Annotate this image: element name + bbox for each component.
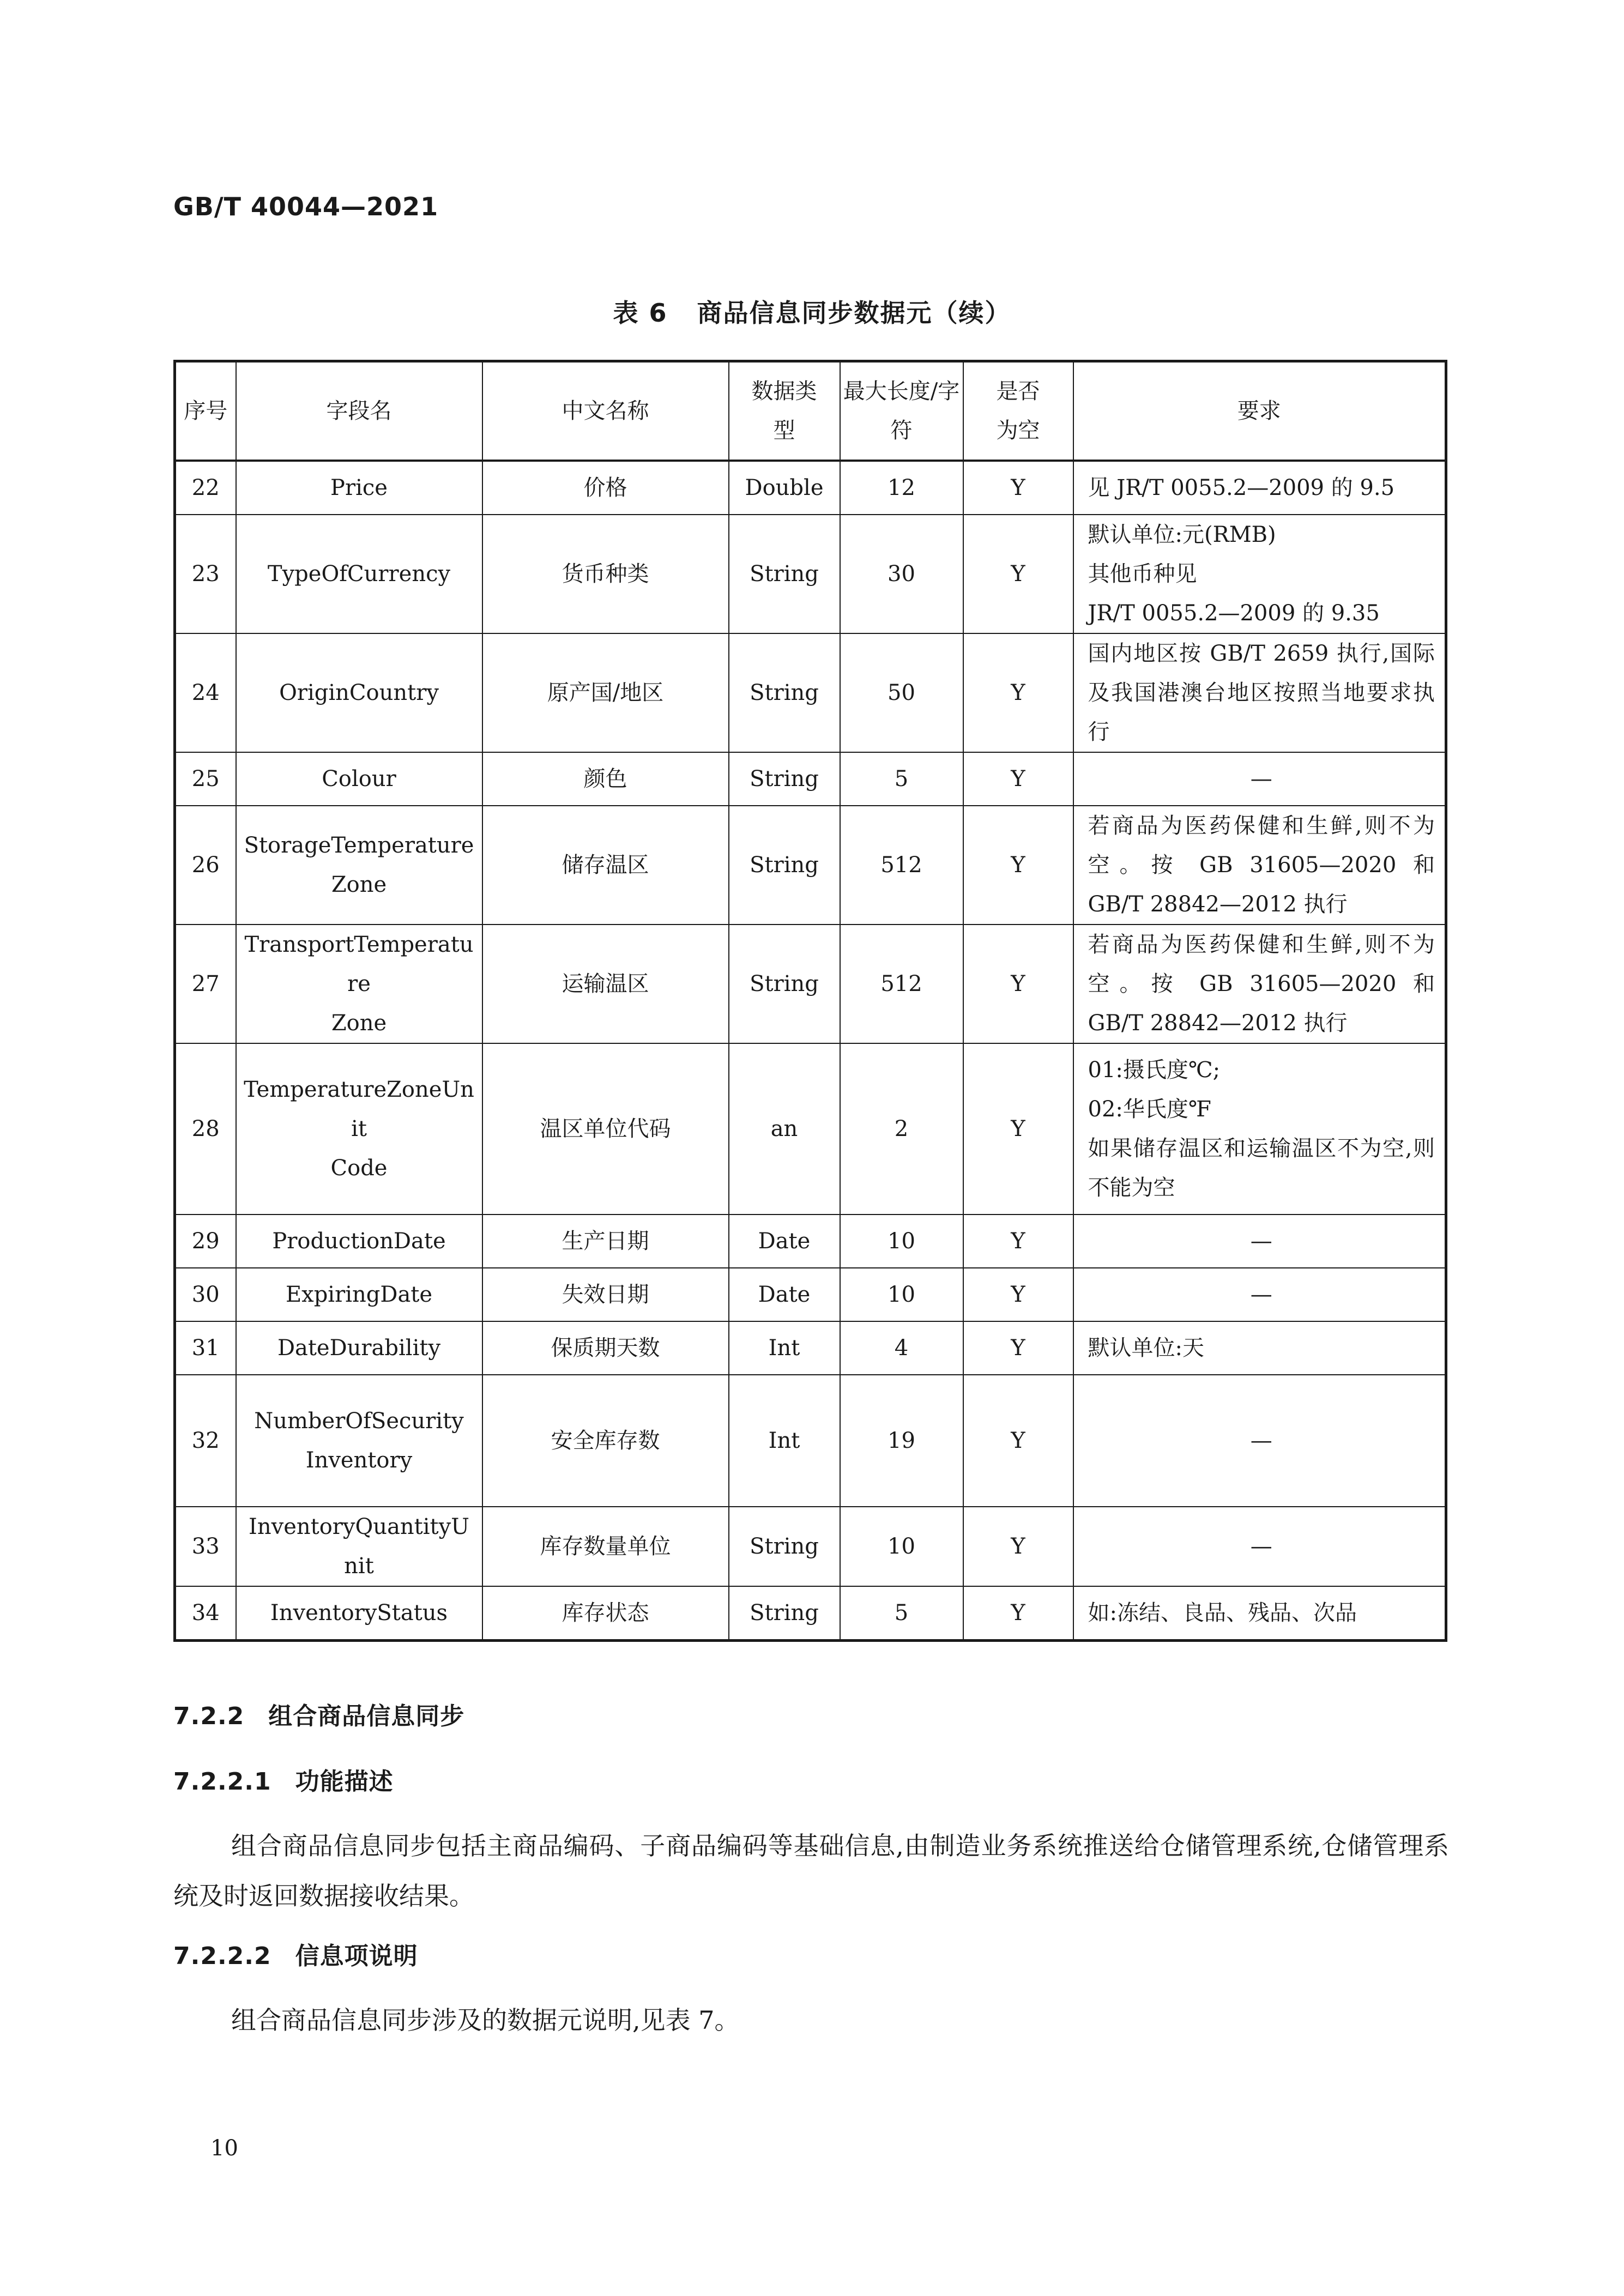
cell-chinese-name: 库存状态 <box>482 1586 729 1641</box>
cell-seq: 24 <box>175 633 236 752</box>
cell-max-length: 512 <box>840 806 963 925</box>
cell-seq: 28 <box>175 1043 236 1215</box>
section-7-2-2-heading <box>173 1696 464 1731</box>
cell-seq: 34 <box>175 1586 236 1641</box>
cell-data-type: Date <box>729 1215 840 1268</box>
cell-requirement: — <box>1073 752 1446 806</box>
table-row <box>175 633 1446 752</box>
table-row <box>175 1507 1446 1586</box>
cell-max-length: 4 <box>840 1321 963 1375</box>
standard-code: GB/T 40044—2021 <box>173 192 439 221</box>
table-row <box>175 925 1446 1043</box>
function-description-paragraph: 组合商品信息同步包括主商品编码、子商品编码等基础信息,由制造业务系统推送给仓储管理系统,仓储管理系统及时返回数据接收结果。 <box>173 1831 1449 1911</box>
section-number: 7.2.2 <box>173 1702 245 1730</box>
cell-field-name: DateDurability <box>236 1321 482 1375</box>
cell-data-type: Date <box>729 1268 840 1321</box>
cell-max-length: 5 <box>840 752 963 806</box>
cell-requirement: 见 JR/T 0055.2—2009 的 9.5 <box>1073 461 1446 515</box>
col-header-requirement: 要求 <box>1073 361 1446 461</box>
cell-field-name: ProductionDate <box>236 1215 482 1268</box>
cell-nullable: Y <box>963 461 1073 515</box>
cell-chinese-name: 货币种类 <box>482 515 729 633</box>
cell-requirement: 若商品为医药保健和生鲜,则不为空。按 GB 31605—2020 和 GB/T 28842—2012 执行 <box>1073 806 1446 925</box>
cell-data-type: String <box>729 925 840 1043</box>
cell-data-type: Double <box>729 461 840 515</box>
cell-field-name: OriginCountry <box>236 633 482 752</box>
table-row <box>175 1268 1446 1321</box>
cell-nullable: Y <box>963 1507 1073 1586</box>
cell-max-length: 10 <box>840 1268 963 1321</box>
cell-seq: 29 <box>175 1215 236 1268</box>
cell-field-name: InventoryQuantityUnit <box>236 1507 482 1586</box>
table-row <box>175 1043 1446 1215</box>
section-number: 7.2.2.2 <box>173 1942 271 1970</box>
cell-nullable: Y <box>963 806 1073 925</box>
cell-data-type: Int <box>729 1375 840 1507</box>
col-header-chinese-name: 中文名称 <box>482 361 729 461</box>
table-row <box>175 1215 1446 1268</box>
cell-data-type: String <box>729 806 840 925</box>
cell-chinese-name: 价格 <box>482 461 729 515</box>
cell-requirement: 默认单位:天 <box>1073 1321 1446 1375</box>
section-title: 信息项说明 <box>295 1942 418 1970</box>
cell-data-type: String <box>729 1507 840 1586</box>
cell-field-name: TransportTemperature Zone <box>236 925 482 1043</box>
cell-max-length: 30 <box>840 515 963 633</box>
table-title <box>0 293 1624 329</box>
cell-field-name: Colour <box>236 752 482 806</box>
col-header-nullable: 是否为空 <box>963 361 1073 461</box>
col-header-seq: 序号 <box>175 361 236 461</box>
cell-field-name: NumberOfSecurity Inventory <box>236 1375 482 1507</box>
cell-requirement: — <box>1073 1375 1446 1507</box>
cell-nullable: Y <box>963 515 1073 633</box>
cell-requirement: 国内地区按 GB/T 2659 执行,国际及我国港澳台地区按照当地要求执行 <box>1073 633 1446 752</box>
cell-seq: 32 <box>175 1375 236 1507</box>
cell-max-length: 10 <box>840 1215 963 1268</box>
cell-data-type: String <box>729 633 840 752</box>
table-row <box>175 1321 1446 1375</box>
info-item-paragraph: 组合商品信息同步涉及的数据元说明,见表 7。 <box>231 2005 740 2035</box>
table-title-text: 商品信息同步数据元（续） <box>697 298 1011 328</box>
cell-nullable: Y <box>963 1586 1073 1641</box>
cell-seq: 33 <box>175 1507 236 1586</box>
section-7-2-2-2-heading <box>173 1936 418 1971</box>
cell-requirement: — <box>1073 1268 1446 1321</box>
cell-chinese-name: 储存温区 <box>482 806 729 925</box>
col-header-field-name: 字段名 <box>236 361 482 461</box>
cell-seq: 27 <box>175 925 236 1043</box>
cell-data-type: String <box>729 515 840 633</box>
cell-nullable: Y <box>963 1268 1073 1321</box>
cell-max-length: 2 <box>840 1043 963 1215</box>
cell-chinese-name: 颜色 <box>482 752 729 806</box>
cell-nullable: Y <box>963 1321 1073 1375</box>
cell-max-length: 50 <box>840 633 963 752</box>
cell-field-name: ExpiringDate <box>236 1268 482 1321</box>
section-7-2-2-1-heading <box>173 1762 394 1797</box>
cell-seq: 31 <box>175 1321 236 1375</box>
data-element-table <box>173 360 1447 1642</box>
cell-field-name: TemperatureZoneUnit Code <box>236 1043 482 1215</box>
cell-requirement: — <box>1073 1507 1446 1586</box>
cell-field-name: Price <box>236 461 482 515</box>
cell-data-type: String <box>729 752 840 806</box>
cell-nullable: Y <box>963 633 1073 752</box>
cell-field-name: StorageTemperature Zone <box>236 806 482 925</box>
cell-chinese-name: 库存数量单位 <box>482 1507 729 1586</box>
cell-seq: 22 <box>175 461 236 515</box>
cell-nullable: Y <box>963 1043 1073 1215</box>
col-header-data-type: 数据类型 <box>729 361 840 461</box>
cell-requirement: 如:冻结、良品、残品、次品 <box>1073 1586 1446 1641</box>
cell-chinese-name: 运输温区 <box>482 925 729 1043</box>
cell-chinese-name: 保质期天数 <box>482 1321 729 1375</box>
cell-chinese-name: 失效日期 <box>482 1268 729 1321</box>
cell-max-length: 10 <box>840 1507 963 1586</box>
cell-nullable: Y <box>963 752 1073 806</box>
cell-chinese-name: 生产日期 <box>482 1215 729 1268</box>
col-header-max-length: 最大长度/字符 <box>840 361 963 461</box>
cell-chinese-name: 安全库存数 <box>482 1375 729 1507</box>
cell-field-name: TypeOfCurrency <box>236 515 482 633</box>
cell-max-length: 12 <box>840 461 963 515</box>
cell-max-length: 5 <box>840 1586 963 1641</box>
cell-data-type: an <box>729 1043 840 1215</box>
cell-requirement: 默认单位:元(RMB) 其他币种见 JR/T 0055.2—2009 的 9.35 <box>1073 515 1446 633</box>
cell-nullable: Y <box>963 925 1073 1043</box>
cell-seq: 25 <box>175 752 236 806</box>
section-title: 功能描述 <box>295 1768 394 1796</box>
table-row <box>175 806 1446 925</box>
table-title-number: 表 6 <box>613 298 668 328</box>
table-row <box>175 1375 1446 1507</box>
cell-data-type: String <box>729 1586 840 1641</box>
cell-requirement: — <box>1073 1215 1446 1268</box>
cell-requirement: 若商品为医药保健和生鲜,则不为空。按 GB 31605—2020 和 GB/T 28842—2012 执行 <box>1073 925 1446 1043</box>
cell-chinese-name: 温区单位代码 <box>482 1043 729 1215</box>
cell-field-name: InventoryStatus <box>236 1586 482 1641</box>
page-number: 10 <box>210 2136 238 2161</box>
section-title: 组合商品信息同步 <box>268 1702 465 1730</box>
cell-max-length: 512 <box>840 925 963 1043</box>
table-row <box>175 1586 1446 1641</box>
cell-seq: 23 <box>175 515 236 633</box>
cell-chinese-name: 原产国/地区 <box>482 633 729 752</box>
section-number: 7.2.2.1 <box>173 1768 271 1796</box>
cell-requirement: 01:摄氏度℃; 02:华氏度℉ 如果储存温区和运输温区不为空,则不能为空 <box>1073 1043 1446 1215</box>
cell-seq: 30 <box>175 1268 236 1321</box>
cell-max-length: 19 <box>840 1375 963 1507</box>
cell-nullable: Y <box>963 1375 1073 1507</box>
cell-data-type: Int <box>729 1321 840 1375</box>
table-row <box>175 752 1446 806</box>
cell-seq: 26 <box>175 806 236 925</box>
table-row <box>175 461 1446 515</box>
table-header-row <box>175 361 1446 461</box>
cell-nullable: Y <box>963 1215 1073 1268</box>
table-row <box>175 515 1446 633</box>
